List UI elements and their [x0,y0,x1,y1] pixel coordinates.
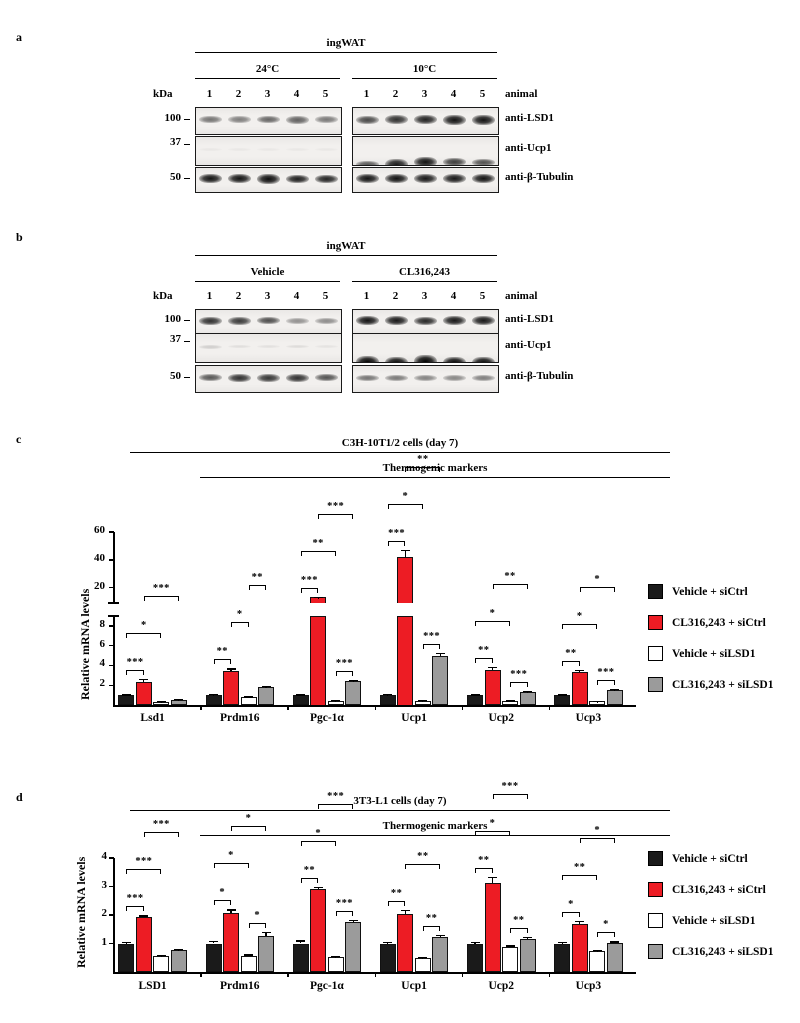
y-tick-label: 2 [99,677,105,690]
significance-label: *** [327,791,345,803]
lane-number: 5 [322,88,329,100]
lane-number: 4 [450,88,457,100]
panel-letter-d: d [16,790,23,804]
y-tick [109,943,114,944]
bar [502,947,518,972]
significance-label: ** [504,570,516,582]
significance-label: *** [135,856,153,868]
panel-letter-c: c [16,432,22,446]
significance-label: * [603,919,609,931]
significance-label: * [576,610,583,622]
significance-bracket [126,869,161,874]
y-tick-label: 8 [99,617,105,630]
significance-bracket [597,932,615,937]
y-tick-label: 1 [101,935,107,948]
significance-bracket [475,868,493,873]
significance-bracket [214,863,249,868]
significance-label: * [228,850,234,862]
x-axis-category-label: Pgc-1α [309,712,344,724]
y-tick [109,914,114,915]
x-axis-category-label: Ucp1 [401,980,427,992]
significance-bracket [562,912,580,917]
error-bar-cap [610,941,619,942]
significance-label: * [568,898,574,910]
significance-label: *** [335,657,353,669]
bar [554,944,570,973]
legend-swatch [648,851,663,866]
significance-label: ** [565,647,577,659]
antibody-label: anti-Ucp1 [505,339,552,351]
lane-number: 1 [363,88,370,100]
lane-number: 2 [392,88,399,100]
bar [607,943,623,972]
error-bar-cap [593,950,602,951]
bar [206,944,222,973]
significance-label: * [236,609,243,621]
significance-bracket [318,804,353,809]
significance-label: ** [425,912,438,924]
error-bar-cap [331,956,340,957]
lane-number: 4 [293,290,300,302]
blot-group-title-1: CL316,243 [398,266,451,278]
chart-subtitle: Thermogenic markers [382,462,488,474]
y-tick-label: 4 [101,850,107,862]
legend-item [648,882,766,897]
molecular-weight-label: 100 [164,313,181,325]
bar [136,917,152,972]
significance-label: *** [597,666,615,678]
bar [467,944,483,973]
kda-label: kDa [153,88,173,100]
molecular-weight-label: 50 [170,370,181,382]
x-axis-group-tick [462,973,463,977]
significance-bracket [580,838,615,843]
significance-bracket [144,832,179,837]
error-bar-cap [122,942,131,943]
bar [171,950,187,972]
error-bar-cap [244,954,253,955]
legend-label: Vehicle + siCtrl [672,585,748,598]
significance-label: * [594,573,600,585]
antibody-label: anti-Ucp1 [505,142,552,154]
chart-subtitle: Thermogenic markers [382,820,488,832]
y-tick [109,886,114,887]
bar [241,956,257,972]
legend-label: Vehicle + siLSD1 [672,647,756,660]
error-bar-cap [436,935,445,936]
bar [432,937,448,972]
significance-label: *** [335,897,353,909]
x-axis-group-tick [375,973,376,977]
legend-label: Vehicle + siLSD1 [672,914,756,927]
blot-group-title-0: Vehicle [250,266,285,278]
y-axis-label: Relative mRNA levels [78,588,92,700]
error-bar-cap [296,940,305,941]
bar [485,883,501,972]
bar [153,956,169,972]
legend-label: CL316,243 + siCtrl [672,883,766,896]
legend-item [648,851,748,866]
significance-bracket [231,826,266,831]
lane-number: 5 [322,290,329,302]
bar [345,922,361,972]
lane-number: 4 [293,88,300,100]
x-axis-category-label: Ucp2 [488,712,515,724]
y-tick-label: 4 [99,657,105,670]
error-bar-cap [523,937,532,938]
lane-number: 1 [206,88,213,100]
lane-number: 4 [450,290,457,302]
legend-swatch [648,944,663,959]
significance-label: *** [501,780,519,792]
antibody-label: anti-LSD1 [505,313,554,325]
bar [223,913,239,972]
significance-bracket [249,923,267,928]
lane-number: 2 [235,88,242,100]
significance-bracket [423,926,441,931]
significance-label: *** [510,668,528,680]
significance-label: ** [478,644,490,656]
lane-number: 1 [206,290,213,302]
x-axis-category-label: LSD1 [138,980,167,992]
error-bar-cap [383,942,392,943]
significance-label: * [245,813,252,825]
antibody-label: anti-LSD1 [505,112,554,124]
x-axis-category-label: Lsd1 [140,712,165,724]
x-axis-category-label: Prdm16 [219,980,260,992]
significance-label: ** [390,888,403,900]
panel-letter-a: a [16,30,22,44]
significance-bracket [388,901,406,906]
blot-group-title-0: 24°C [255,63,280,75]
chart-title: C3H-10T1/2 cells (day 7) [341,437,459,449]
significance-label: * [489,817,496,829]
significance-label: * [219,887,226,899]
legend-swatch [648,913,663,928]
x-axis-category-label: Ucp2 [488,980,515,992]
error-bar-cap [262,932,271,933]
significance-label: *** [300,574,318,586]
chart-title-rule [130,810,670,811]
bar [572,924,588,972]
significance-label: * [141,619,147,631]
molecular-weight-label: 37 [170,136,181,148]
y-tick-label: 3 [101,878,107,891]
significance-bracket [510,928,528,933]
error-bar-cap [488,877,497,878]
lane-number: 5 [479,290,486,302]
x-axis-category-label: Pgc-1α [309,980,344,992]
x-axis-group-tick [549,973,550,977]
bar [118,944,134,973]
legend-label: CL316,243 + siCtrl [672,616,766,629]
bar [520,939,536,972]
significance-label: ** [251,572,263,584]
significance-label: ** [216,646,228,658]
significance-bracket [405,864,440,869]
molecular-weight-label: 37 [170,333,181,345]
y-tick-label: 60 [94,524,105,536]
error-bar-cap [471,942,480,943]
error-bar-cap [157,955,166,956]
bar [258,936,274,972]
x-axis-category-label: Ucp1 [401,712,427,724]
significance-label: ** [478,854,490,866]
error-bar-cap [349,920,358,921]
significance-bracket [126,906,144,911]
bar [328,957,344,972]
lane-number: 3 [421,290,428,302]
kda-label: kDa [153,290,173,302]
significance-label: ** [513,914,525,926]
significance-label: ** [312,537,324,549]
error-bar-cap [506,945,515,946]
x-axis-category-label: Prdm16 [219,712,260,724]
lane-number: 2 [235,290,242,302]
significance-bracket [562,875,597,880]
legend-item [648,913,755,928]
y-tick-label: 40 [94,551,105,564]
blot-group-title-1: 10°C [412,63,437,75]
significance-label: * [489,607,496,619]
significance-label: *** [152,582,170,594]
y-tick-label: 20 [94,579,105,592]
error-bar-cap [418,957,427,958]
antibody-label: anti-β-Tubulin [505,171,574,183]
significance-label: ** [303,865,316,877]
bar [380,944,396,973]
significance-bracket [493,794,528,799]
significance-label: * [594,824,600,836]
significance-label: *** [126,893,144,905]
legend-label: CL316,243 + siLSD1 [672,678,774,691]
lane-number: 3 [264,88,271,100]
error-bar-cap [401,910,410,911]
significance-bracket [475,831,510,836]
error-bar-cap [558,942,567,943]
x-axis-group-tick [200,973,201,977]
error-bar-cap [314,887,323,888]
error-bar-cap [209,941,218,942]
lane-number: 5 [479,88,486,100]
significance-bracket [301,841,336,846]
y-axis-label: Relative mRNA levels [74,856,88,968]
error-bar-cap [139,915,148,916]
y-tick-label: 2 [101,907,107,919]
significance-bracket [336,911,354,916]
significance-label: ** [417,454,429,466]
chart-title: 3T3-L1 cells (day 7) [353,795,447,807]
significance-label: *** [388,528,406,540]
legend-swatch [648,882,663,897]
legend-item [648,944,773,959]
legend-label: CL316,243 + siLSD1 [672,945,774,958]
significance-label: * [402,491,409,503]
bar [293,944,309,973]
lane-number: 3 [421,88,428,100]
legend-label: Vehicle + siCtrl [672,852,748,865]
significance-label: *** [327,500,345,512]
error-bar-cap [174,949,183,950]
bar [589,951,605,972]
significance-bracket [301,878,319,883]
y-tick [109,857,114,858]
panel-letter-b: b [16,230,23,244]
animal-label: animal [505,88,538,100]
lane-number: 1 [363,290,370,302]
lane-number: 3 [264,290,271,302]
y-tick-label: 6 [99,637,105,650]
molecular-weight-label: 50 [170,171,181,183]
significance-label: *** [126,656,144,668]
antibody-label: anti-β-Tubulin [505,370,574,382]
significance-label: * [315,828,321,840]
blot-tissue-title: ingWAT [326,37,366,49]
significance-label: ** [574,861,586,873]
bar [415,958,431,972]
significance-label: *** [423,630,441,642]
significance-label: * [254,910,261,922]
x-axis-group-tick [287,973,288,977]
lane-number: 2 [392,290,399,302]
blot-tissue-title: ingWAT [326,240,366,252]
x-axis-category-label: Ucp3 [575,712,602,724]
significance-label: ** [417,851,429,863]
molecular-weight-label: 100 [164,112,181,124]
significance-label: *** [152,819,170,831]
x-axis-category-label: Ucp3 [575,980,602,992]
significance-bracket [214,900,232,905]
animal-label: animal [505,290,538,302]
